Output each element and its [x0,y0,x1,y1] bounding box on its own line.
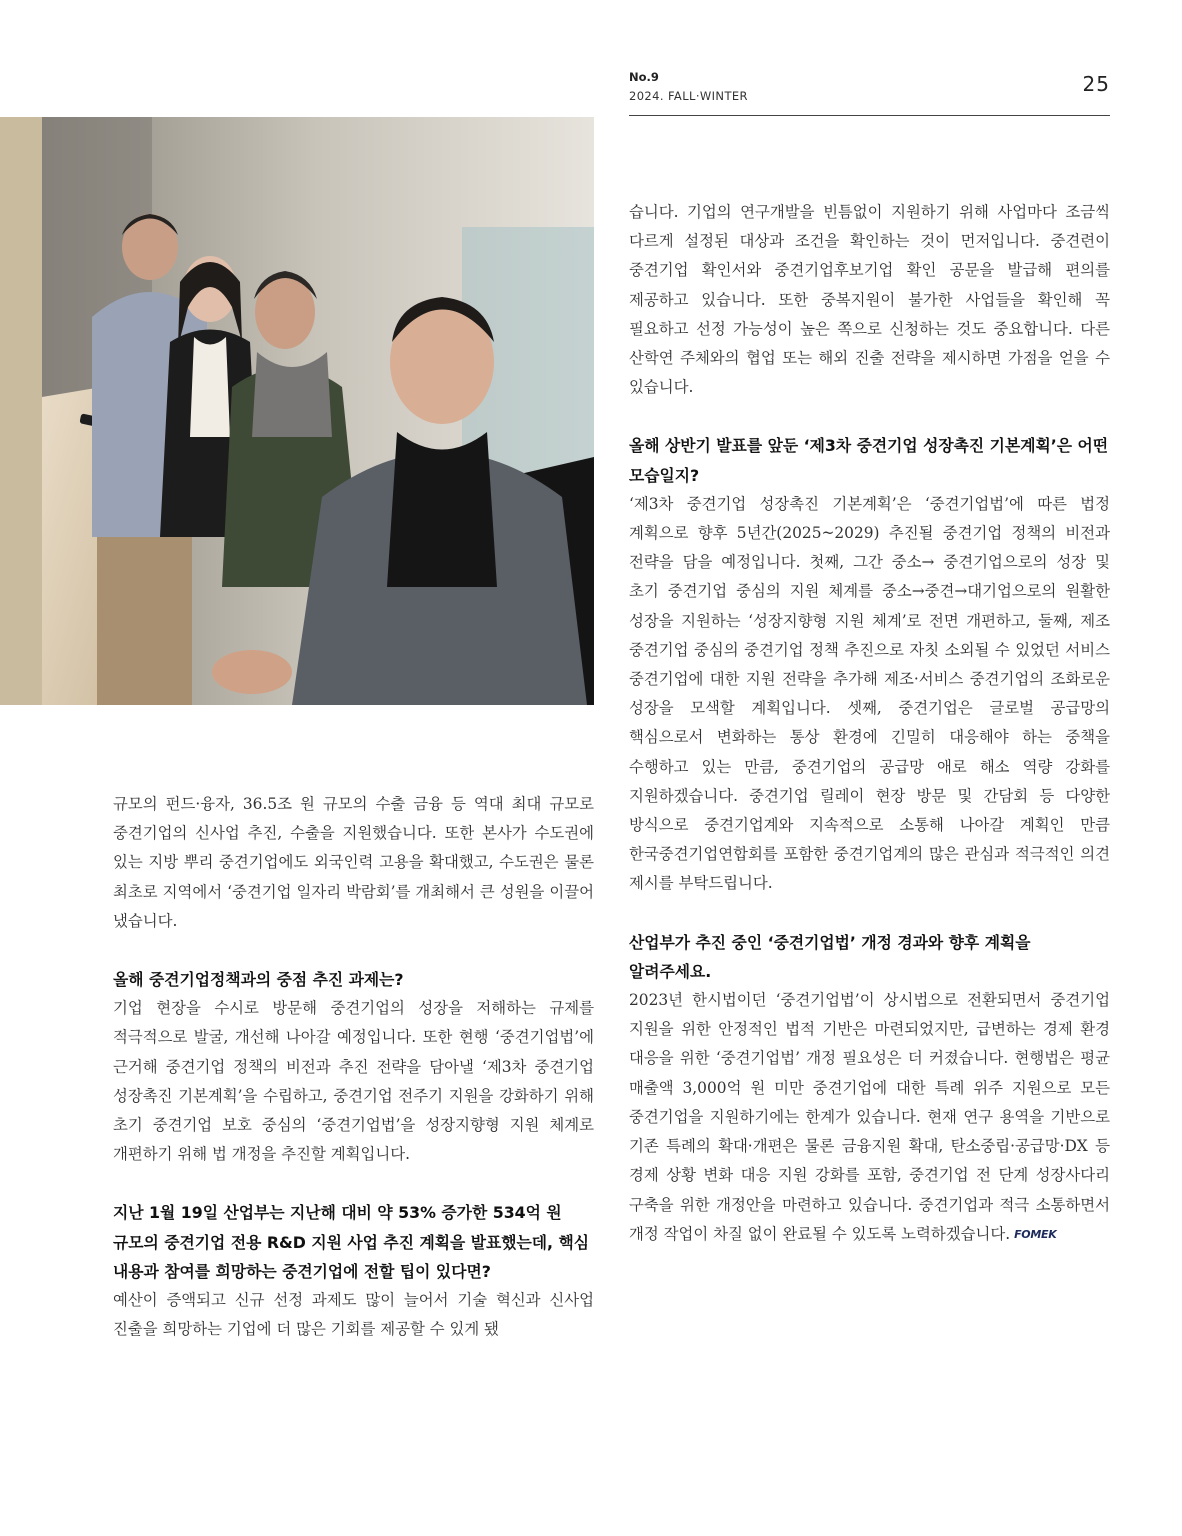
answer-paragraph [629,986,1110,1249]
fomek-end-logo: FOMEK [1014,1227,1057,1241]
answer-paragraph: 기업 현장을 수시로 방문해 중견기업의 성장을 저해하는 규제를 적극적으로 발굴, 개선해 나아갈 예정입니다. 또한 현행 ‘중견기업법’에 근거해 중견기업 정책의 비전과 추진 전략을 담아낼 ‘제3차 중견기업 성장촉진 기본계획’을 수립하고, 중견기업 전주기 지원을 강화하기 위해 초기 중견기업 보호 중심의 ‘중견기업법’을 성장지향형 지원 체계로 개편하기 위해 법 개정을 추진할 계획입니다. [113,999,594,1164]
header-rule [629,115,1110,116]
question-heading: 산업부가 추진 중인 ‘중견기업법’ 개정 경과와 향후 계획을 알려주세요. [629,932,1031,981]
left-column [113,790,594,1344]
question-heading: 지난 1월 19일 산업부는 지난해 대비 약 53% 증가한 534억 원 규모의 중견기업 전용 R&D 지원 사업 추진 계획을 발표했는데, 핵심 내용과 참여를 희망하는 중견기업에 전할 팁이 있다면? [113,1203,590,1281]
answer-paragraph: ‘제3차 중견기업 성장촉진 기본계획’은 ‘중견기업법’에 따른 법정 계획으로 향후 5년간(2025~2029) 추진될 중견기업 정책의 비전과 전략을 담을 예정입니다. 첫째, 그간 중소→ 중견기업으로의 성장 및 초기 중견기업 중심의 지원 체계를 중소→중견→대기업으로의 원활한 성장을 지원하는 ‘성장지향형 지원 체계’로 전면 개편하고, 둘째, 제조 중견기업 중심의 중견기업 정책 추진으로 자칫 소외될 수 있었던 서비스 중견기업에 대한 지원 전략을 추가해 제조·서비스 중견기업의 조화로운 성장을 모색할 계획입니다. 셋째, 중견기업은 글로벌 공급망의 핵심으로서 변화하는 통상 환경에 긴밀히 대응해야 하는 중책을 수행하고 있는 만큼, 중견기업의 공급망 애로 해소 역량 강화를 지원하겠습니다. 중견기업 릴레이 현장 방문 및 간담회 등 다양한 방식으로 중견기업계와 지속적으로 소통해 나아갈 계획인 만큼 한국중견기업연합회를 포함한 중견기업계의 많은 관심과 적극적인 의견 제시를 부탁드립니다. [629,494,1110,893]
interview-photo [42,117,594,705]
question-heading: 올해 상반기 발표를 앞둔 ‘제3차 중견기업 성장촉진 기본계획’은 어떤 모습일지? [629,436,1109,485]
page-number: 25 [1082,72,1110,96]
side-accent-strip [0,117,42,705]
answer-paragraph: 예산이 증액되고 신규 선정 과제도 많이 늘어서 기술 혁신과 신사업 진출을 희망하는 기업에 더 많은 기회를 제공할 수 있게 됐 [113,1291,594,1339]
answer-paragraph: 습니다. 기업의 연구개발을 빈틈없이 지원하기 위해 사업마다 조금씩 다르게 설정된 대상과 조건을 확인하는 것이 먼저입니다. 중견련이 중견기업 확인서와 중견기업후보기업 확인 공문을 발급해 편의를 제공하고 있습니다. 또한 중복지원이 불가한 사업들을 확인해 꼭 필요하고 선정 가능성이 높은 쪽으로 신청하는 것도 중요합니다. 다른 산학연 주체와의 협업 또는 해외 진출 전략을 제시하면 가점을 얻을 수 있습니다. [629,203,1110,397]
question-heading: 올해 중견기업정책과의 중점 추진 과제는? [113,970,404,990]
header-season: 2024. FALL·WINTER [629,89,748,103]
answer-text: 2023년 한시법이던 ‘중견기업법’이 상시법으로 전환되면서 중견기업 지원을 위한 안정적인 법적 기반은 마련되었지만, 급변하는 경제 환경 대응을 위한 ‘중견기업법’ 개정 필요성은 더 커졌습니다. 현행법은 평균 매출액 3,000억 원 미만 중견기업에 대한 특례 위주 지원으로 모든 중견기업을 지원하기에는 한계가 있습니다. 현재 연구 용역을 기반으로 기존 특례의 확대·개편은 물론 금융지원 확대, 탄소중립·공급망·DX 등 경제 상황 변화 대응 지원 강화를 포함, 중견기업 전 단계 성장사다리 구축을 위한 개정안을 마련하고 있습니다. 중견기업과 적극 소통하면서 개정 작업이 차질 없이 완료될 수 있도록 노력하겠습니다. [629,991,1110,1243]
right-column [629,198,1110,1249]
body-paragraph: 규모의 펀드·융자, 36.5조 원 규모의 수출 금융 등 역대 최대 규모로 중견기업의 신사업 추진, 수출을 지원했습니다. 또한 본사가 수도권에 있는 지방 뿌리 중견기업에도 외국인력 고용을 확대했고, 수도권은 물론 최초로 지역에서 ‘중견기업 일자리 박람회’를 개최해서 큰 성원을 이끌어 냈습니다. [113,795,594,930]
header-issue: No.9 [629,70,659,84]
interview-group-photo-icon [42,117,594,705]
